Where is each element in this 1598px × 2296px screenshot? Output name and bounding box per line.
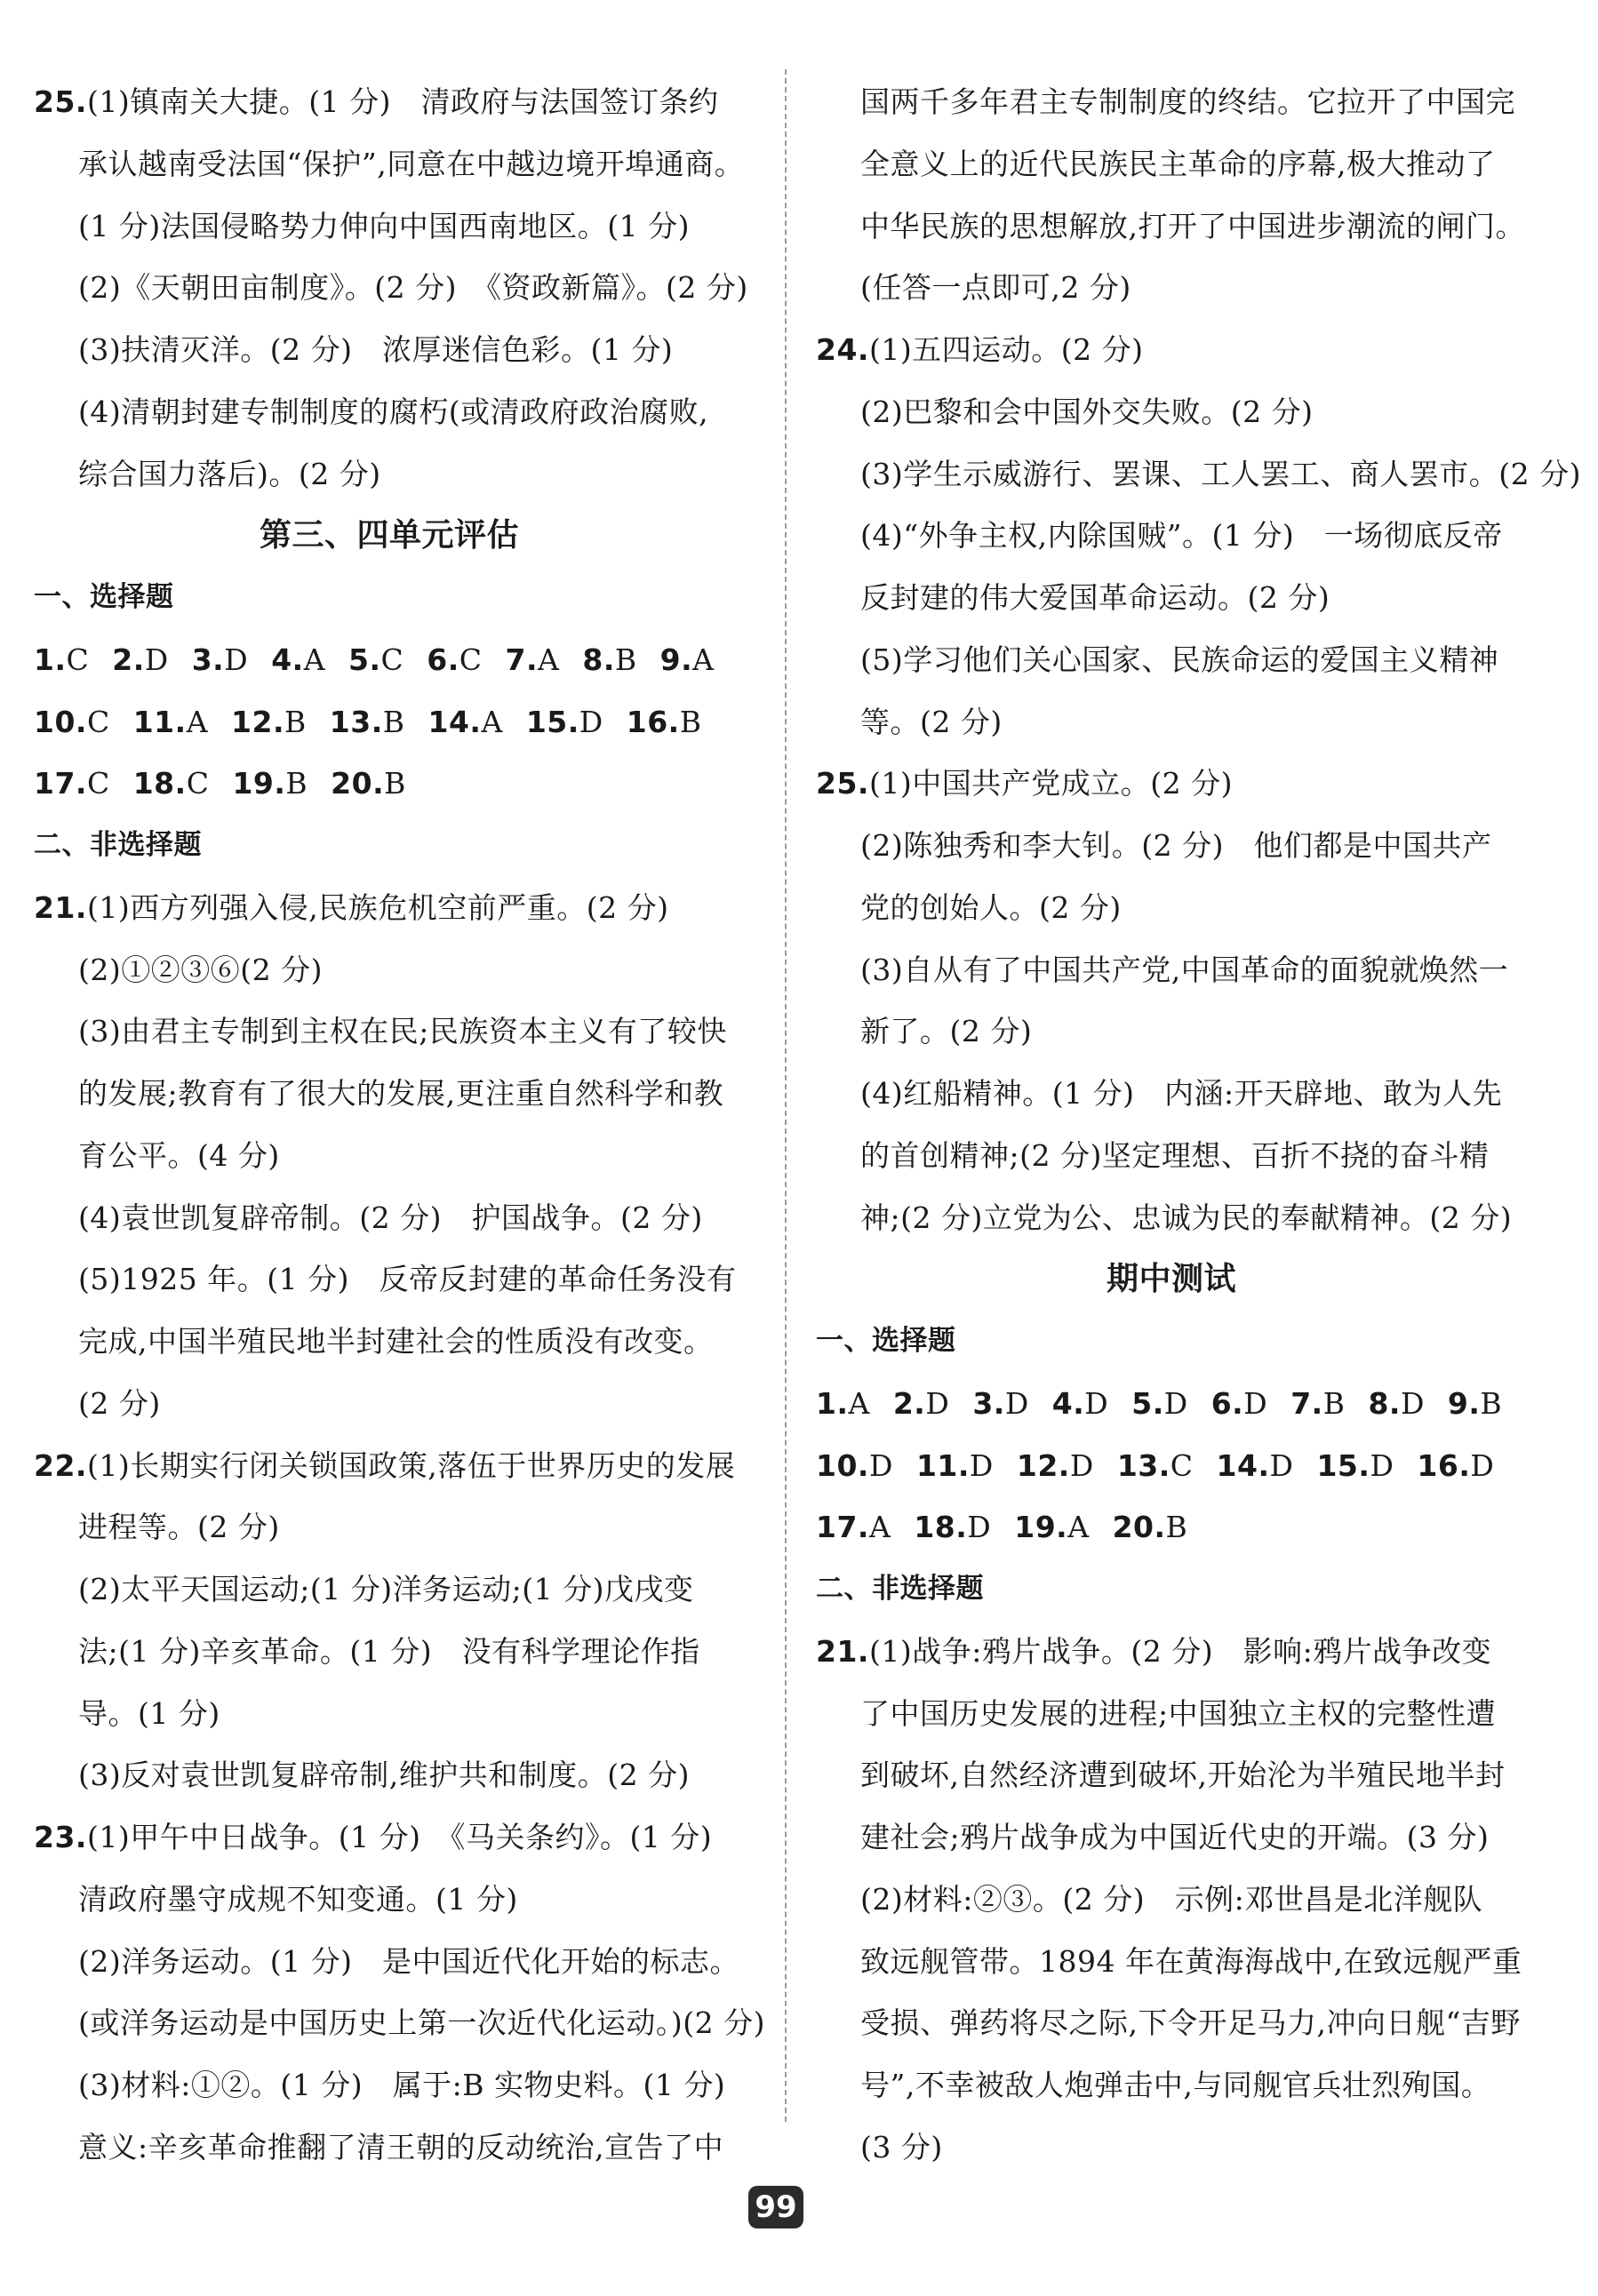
choice-letter: B [284,704,307,739]
choice-answer [348,629,403,691]
choice-letter: B [382,704,405,739]
choice-answer [133,691,208,753]
answer-line: (3 分) [860,2129,943,2164]
choice-letter: B [1322,1385,1346,1421]
choice-answer [1448,1373,1502,1435]
section-title: 第三、四单元评估 [259,517,519,554]
answer-line: 全意义上的近代民族民主革命的序幕,极大推动了 [860,146,1496,181]
choice-letter: D [1470,1447,1495,1483]
choice-letter: D [868,1447,893,1483]
subsection-title: 二、非选择题 [34,829,202,861]
multiple-choice-answers [34,629,745,691]
choice-letter: D [1400,1385,1425,1421]
multiple-choice-answers [34,753,745,815]
answer-line: (3)扶清灭洋。(2 分) 浓厚迷信色彩。(1 分) [78,332,674,367]
answer-text: (1)镇南关大捷。(1 分) 清政府与法国签订条约 [86,84,719,119]
choice-answer [330,691,405,753]
answer-line: 反封建的伟大爱国革命运动。(2 分) [860,580,1330,615]
subsection-title: 二、非选择题 [816,1573,984,1605]
choice-number: 3. [972,1385,1005,1421]
answer-text: (1)战争:鸦片战争。(2 分) 影响:鸦片战争改变 [868,1633,1492,1669]
choice-answer [133,753,210,815]
choice-letter: B [384,766,406,801]
answer-text: (1)西方列强入侵,民族危机空前严重。(2 分) [86,889,669,925]
question-number: 21. [34,889,87,925]
multiple-choice-answers [816,1373,1527,1435]
choice-answer [231,691,307,753]
choice-letter: D [579,704,603,739]
answer-line: (2)《天朝田亩制度》。(2 分) 《资政新篇》。(2 分) [78,270,748,306]
choice-answer [1014,1496,1089,1559]
choice-number: 15. [525,704,579,739]
answer-line: 进程等。(2 分) [78,1510,280,1545]
choice-answer [972,1373,1028,1435]
subsection-title: 一、选择题 [816,1325,956,1357]
choice-letter: C [86,704,110,739]
choice-letter: D [1163,1385,1188,1421]
choice-answer [1052,1373,1108,1435]
choice-answer [192,629,248,691]
answer-line: 致远舰管带。1894 年在黄海海战中,在致远舰严重 [860,1943,1522,1979]
choice-answer [34,629,89,691]
choice-number: 11. [915,1447,970,1483]
answer-line: 到破坏,自然经济遭到破坏,开始沦为半殖民地半封 [860,1758,1506,1793]
question-line [816,319,1527,381]
answer-line: 新了。(2 分) [860,1014,1033,1049]
answer-line: 神;(2 分)立党为公、忠诚为民的奉献精神。(2 分) [860,1200,1513,1235]
question-line [34,1806,745,1869]
choice-number: 8. [582,642,615,677]
choice-number: 13. [329,704,383,739]
choice-answer [1417,1435,1494,1497]
choice-answer [816,1435,893,1497]
choice-number: 20. [1112,1510,1166,1545]
choice-answer [660,629,715,691]
choice-number: 19. [1014,1510,1068,1545]
choice-letter: C [459,642,483,677]
choice-number: 20. [331,766,385,801]
answer-line: 中华民族的思想解放,打开了中国进步潮流的闸门。 [860,208,1525,243]
answer-line: (3)材料:①②。(1 分) 属于:B 实物史料。(1 分) [78,2068,726,2102]
choice-number: 2. [892,1385,926,1421]
choice-answer [1131,1373,1187,1435]
choice-answer [1316,1435,1394,1497]
choice-number: 16. [1417,1447,1471,1483]
choice-number: 5. [1131,1385,1164,1421]
answer-line: 的发展;教育有了很大的发展,更注重自然科学和教 [78,1076,724,1111]
multiple-choice-answers [34,691,745,753]
column-divider [785,69,787,2122]
answer-line: (1 分)法国侵略势力伸向中国西南地区。(1 分) [78,208,690,243]
answer-line: 育公平。(4 分) [78,1137,280,1173]
answer-line: (2)洋务运动。(1 分) 是中国近代化开始的标志。 [78,1943,739,1979]
choice-answer [916,1435,994,1497]
question-number: 21. [816,1633,869,1669]
choice-answer [1017,1435,1094,1497]
choice-answer [526,691,603,753]
choice-answer [1217,1435,1294,1497]
choice-letter: D [967,1510,992,1545]
choice-letter: B [285,766,308,801]
choice-letter: A [1067,1510,1090,1545]
answer-line: (4)“外争主权,内除国贼”。(1 分) 一场彻底反帝 [860,518,1503,554]
choice-letter: A [538,642,560,677]
choice-answer [331,753,406,815]
answer-line: (3)由君主专制到主权在民;民族资本主义有了较快 [78,1014,727,1049]
answer-line: (5)1925 年。(1 分) 反帝反封建的革命任务没有 [78,1262,737,1297]
choice-answer [232,753,308,815]
choice-number: 10. [34,704,87,739]
question-number: 25. [816,766,869,801]
page-number: 99 [748,2186,803,2228]
choice-letter: D [1004,1385,1029,1421]
choice-number: 9. [1447,1385,1481,1421]
answer-line: 导。(1 分) [78,1695,220,1731]
choice-answer [1113,1496,1188,1559]
choice-letter: A [868,1510,891,1545]
answer-line: 等。(2 分) [860,704,1003,739]
choice-number: 7. [505,642,539,677]
choice-number: 8. [1368,1385,1401,1421]
subsection-title: 一、选择题 [34,581,174,613]
section-title: 期中测试 [1106,1261,1236,1298]
left-column [34,71,765,2179]
choice-answer [34,691,110,753]
choice-number: 9. [659,642,693,677]
choice-letter: C [186,766,210,801]
choice-number: 7. [1290,1385,1323,1421]
answer-line: (3)反对袁世凯复辟帝制,维护共和制度。(2 分) [78,1758,690,1793]
question-number: 22. [34,1447,87,1483]
choice-number: 6. [1210,1385,1244,1421]
answer-line: (或洋务运动是中国历史上第一次近代化运动。)(2 分) [78,2005,765,2041]
choice-number: 6. [427,642,459,677]
answer-line: 意义:辛亥革命推翻了清王朝的反动统治,宣告了中 [78,2129,724,2164]
answer-line: (3)学生示威游行、罢课、工人罢工、商人罢市。(2 分) [860,456,1581,491]
answer-line: (2)陈独秀和李大钊。(2 分) 他们都是中国共产 [860,828,1492,863]
choice-number: 2. [112,642,145,677]
choice-letter: C [380,642,404,677]
answer-line: 承认越南受法国“保护”,同意在中越边境开埠通商。 [78,146,745,181]
answer-line: 综合国力落后)。(2 分) [78,456,381,491]
choice-number: 3. [191,642,225,677]
choice-number: 1. [34,642,67,677]
choice-number: 15. [1316,1447,1370,1483]
right-column [816,71,1581,2179]
answer-line: (2)太平天国运动;(1 分)洋务运动;(1 分)戊戌变 [78,1572,694,1606]
answer-line: (4)清朝封建专制制度的腐朽(或清政府政治腐败, [78,394,709,429]
choice-answer [112,629,168,691]
choice-answer [428,691,503,753]
choice-answer [1368,1373,1424,1435]
answer-line: (2)①②③⑥(2 分) [78,952,323,987]
answer-line: (2)材料:②③。(2 分) 示例:邓世昌是北洋舰队 [860,1881,1483,1917]
choice-number: 4. [1051,1385,1085,1421]
choice-number: 13. [1116,1447,1171,1483]
choice-letter: A [692,642,715,677]
answer-line: 清政府墨守成规不知变通。(1 分) [78,1881,518,1917]
answer-line: (3)自从有了中国共产党,中国革命的面貌就焕然一 [860,952,1509,987]
choice-number: 10. [816,1447,869,1483]
answer-line: 受损、弹药将尽之际,下令开足马力,冲向日舰“吉野 [860,2005,1521,2041]
answer-line: (2)巴黎和会中国外交失败。(2 分) [860,394,1314,429]
question-line [816,753,1527,815]
choice-letter: B [1480,1385,1503,1421]
choice-letter: D [144,642,169,677]
choice-number: 11. [132,704,187,739]
answer-line: 完成,中国半殖民地半封建社会的性质没有改变。 [78,1324,714,1359]
choice-letter: D [1243,1385,1268,1421]
choice-number: 4. [271,642,304,677]
choice-letter: A [481,704,503,739]
choice-answer [816,1373,870,1435]
choice-letter: D [1370,1447,1394,1483]
question-line [34,1435,745,1497]
choice-letter: B [614,642,637,677]
choice-letter: B [1165,1510,1188,1545]
answer-line: (4)袁世凯复辟帝制。(2 分) 护国战争。(2 分) [78,1200,703,1235]
answer-line: (任答一点即可,2 分) [860,270,1131,306]
choice-answer [1290,1373,1345,1435]
choice-number: 12. [1016,1447,1070,1483]
multiple-choice-answers [816,1496,1527,1559]
choice-letter: C [1170,1447,1194,1483]
choice-number: 1. [816,1385,849,1421]
answer-text: (1)甲午中日战争。(1 分) 《马关条约》。(1 分) [86,1820,713,1854]
choice-letter: D [1069,1447,1094,1483]
answer-line: (4)红船精神。(1 分) 内涵:开天辟地、敢为人先 [860,1076,1503,1111]
choice-number: 14. [1216,1447,1270,1483]
question-number: 23. [34,1820,87,1854]
answer-line: 国两千多年君主专制制度的终结。它拉开了中国完 [860,84,1515,119]
choice-letter: D [969,1447,994,1483]
choice-answer [1211,1373,1267,1435]
choice-number: 19. [232,766,286,801]
choice-number: 16. [626,704,680,739]
answer-line: 的首创精神;(2 分)坚定理想、百折不挠的奋斗精 [860,1137,1490,1173]
choice-number: 17. [34,766,87,801]
choice-number: 17. [816,1510,869,1545]
choice-answer [1117,1435,1194,1497]
answer-line: (5)学习他们关心国家、民族命运的爱国主义精神 [860,642,1499,677]
choice-answer [816,1496,891,1559]
choice-number: 5. [348,642,381,677]
choice-answer [914,1496,991,1559]
question-line [816,1621,1527,1683]
answer-line: 号”,不幸被敌人炮弹击中,与同舰官兵壮烈殉国。 [860,2068,1491,2102]
choice-letter: D [1269,1447,1294,1483]
choice-letter: A [848,1385,870,1421]
answer-line: 党的创始人。(2 分) [860,889,1122,925]
question-number: 24. [816,332,869,367]
choice-answer [582,629,636,691]
choice-answer [271,629,325,691]
choice-answer [34,753,110,815]
answer-line: 法;(1 分)辛亥革命。(1 分) 没有科学理论作指 [78,1633,700,1669]
answer-text: (1)长期实行闭关锁国政策,落伍于世界历史的发展 [86,1447,736,1483]
answer-line: (2 分) [78,1385,161,1421]
choice-answer [893,1373,949,1435]
answer-text: (1)五四运动。(2 分) [868,332,1144,367]
choice-letter: B [679,704,702,739]
choice-answer [627,691,702,753]
multiple-choice-answers [816,1435,1527,1497]
question-number: 25. [34,84,87,119]
choice-letter: A [186,704,209,739]
choice-number: 14. [427,704,482,739]
choice-number: 18. [914,1510,968,1545]
choice-answer [506,629,560,691]
choice-letter: D [925,1385,950,1421]
choice-letter: D [1084,1385,1109,1421]
choice-letter: A [303,642,326,677]
choice-number: 12. [231,704,284,739]
question-line [34,877,745,939]
answer-line: 建社会;鸦片战争成为中国近代史的开端。(3 分) [860,1820,1490,1854]
choice-letter: C [66,642,90,677]
choice-letter: C [86,766,110,801]
choice-answer [427,629,482,691]
answer-text: (1)中国共产党成立。(2 分) [868,766,1233,801]
choice-letter: D [224,642,249,677]
question-line [34,71,745,133]
choice-number: 18. [132,766,187,801]
answer-line: 了中国历史发展的进程;中国独立主权的完整性遭 [860,1695,1497,1731]
